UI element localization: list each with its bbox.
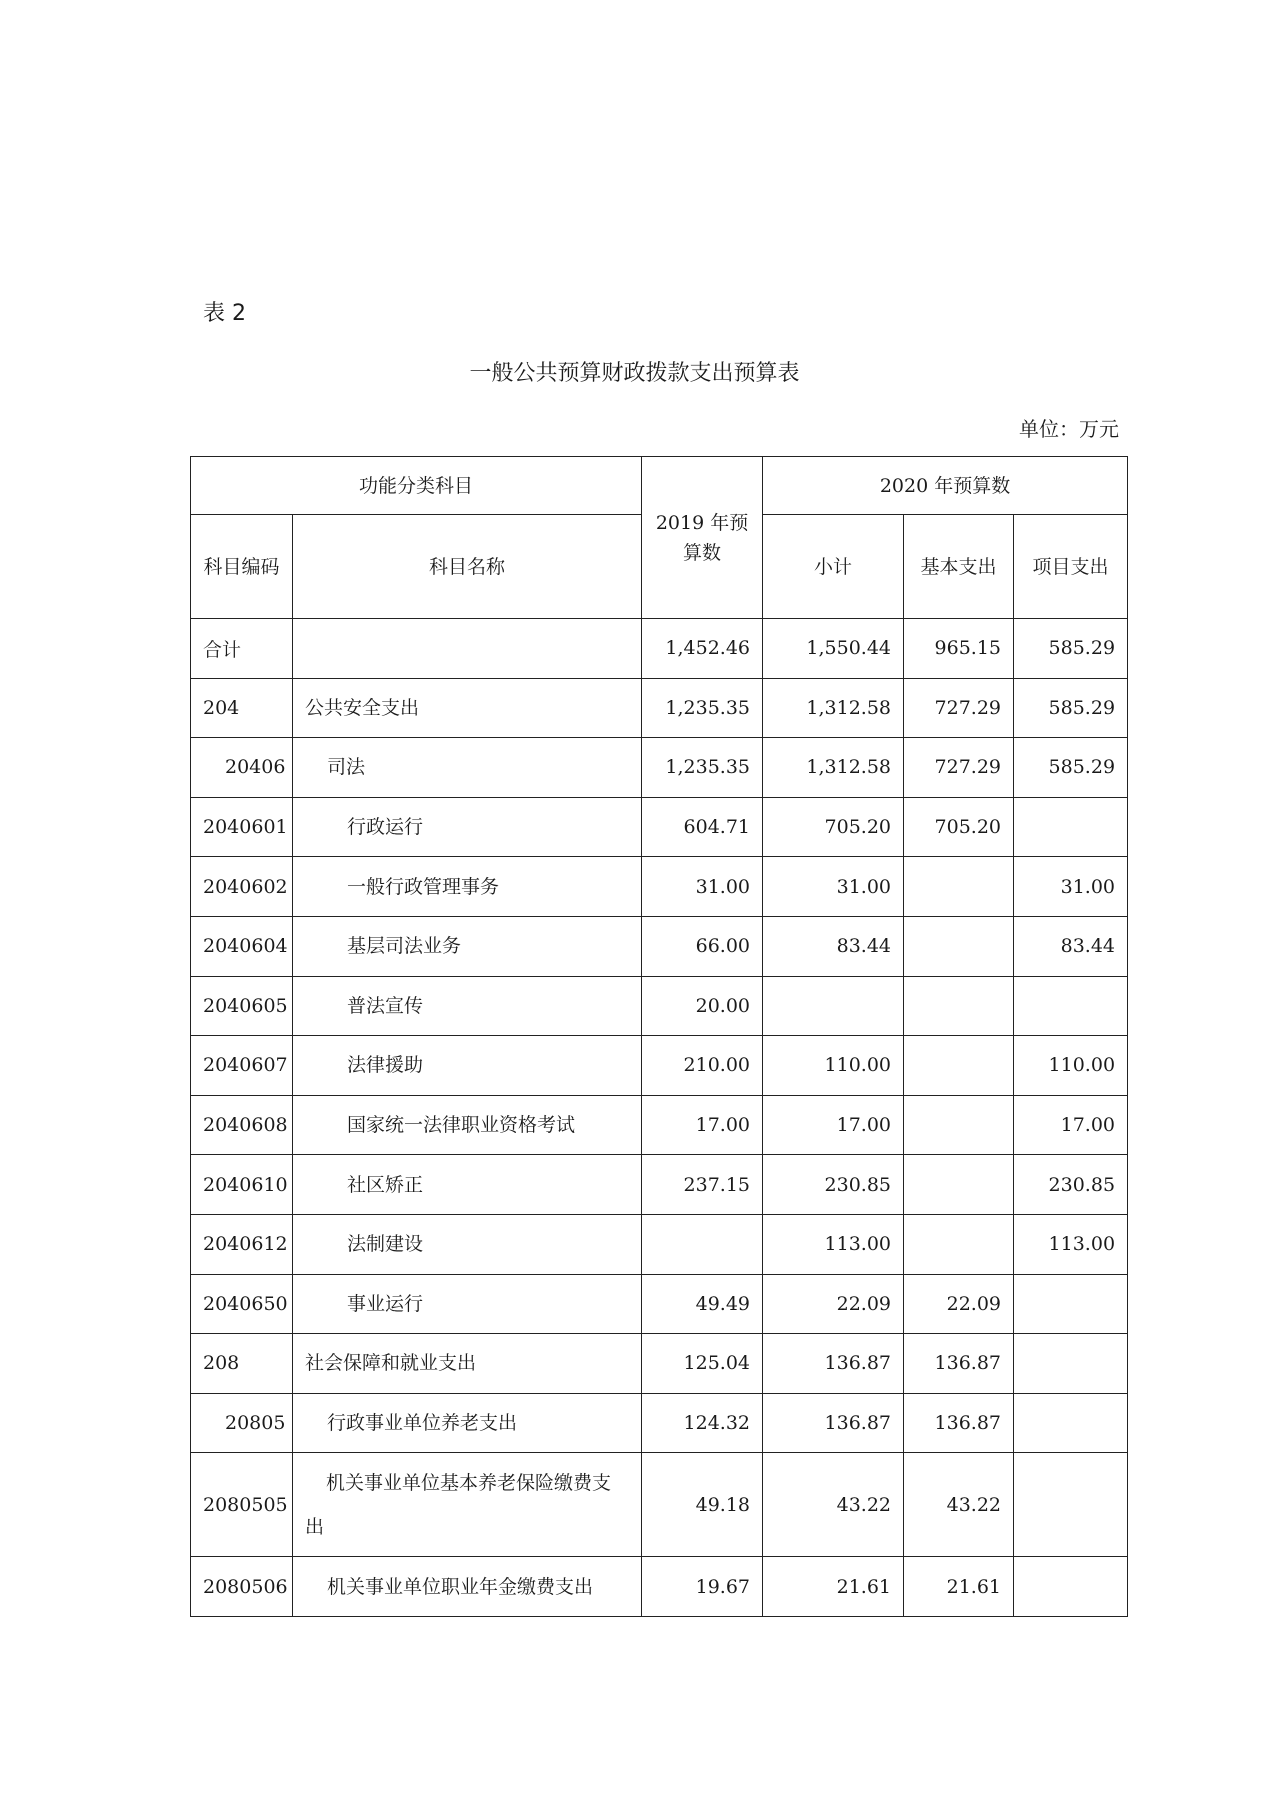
row-project: 113.00 [1014,1214,1128,1274]
row-subtotal: 136.87 [763,1334,904,1394]
header-subject-name: 科目名称 [293,515,642,619]
row-code: 2040607 [191,1036,293,1096]
row-code: 20805 [191,1393,293,1453]
row-name: 机关事业单位基本养老保险缴费支出 [293,1453,642,1557]
row-subtotal: 1,312.58 [763,678,904,738]
row-code: 208 [191,1334,293,1394]
row-project [1014,797,1128,857]
row-project [1014,1274,1128,1334]
row-code: 2080506 [191,1557,293,1617]
row-subtotal: 230.85 [763,1155,904,1215]
row-code: 2040610 [191,1155,293,1215]
row-subtotal: 110.00 [763,1036,904,1096]
page-title: 一般公共预算财政拨款支出预算表 [469,361,800,386]
row-basic: 43.22 [904,1453,1014,1557]
row-code: 2040605 [191,976,293,1036]
row-basic [904,1214,1014,1274]
row-2019-budget: 1,452.46 [642,619,763,679]
row-code: 2040650 [191,1274,293,1334]
row-2019-budget: 66.00 [642,916,763,976]
row-code: 2040601 [191,797,293,857]
row-code: 2040604 [191,916,293,976]
row-2019-budget: 237.15 [642,1155,763,1215]
row-subtotal: 17.00 [763,1095,904,1155]
row-code: 合计 [191,619,293,679]
row-basic: 705.20 [904,797,1014,857]
row-project: 110.00 [1014,1036,1128,1096]
row-subtotal: 83.44 [763,916,904,976]
table-row [191,976,1128,1036]
table-number-label: 表 2 [203,301,246,326]
budget-table [190,456,1128,1617]
row-name: 基层司法业务 [293,916,642,976]
table-row [191,1036,1128,1096]
row-subtotal: 136.87 [763,1393,904,1453]
header-project-expenditure: 项目支出 [1014,515,1128,619]
row-name: 事业运行 [293,1274,642,1334]
table-row [191,1095,1128,1155]
row-subtotal [763,976,904,1036]
row-project: 17.00 [1014,1095,1128,1155]
table-row [191,1393,1128,1453]
row-basic: 965.15 [904,619,1014,679]
row-code: 20406 [191,738,293,798]
row-project: 585.29 [1014,678,1128,738]
row-name: 法制建设 [293,1214,642,1274]
row-basic [904,916,1014,976]
table-row [191,678,1128,738]
row-subtotal: 22.09 [763,1274,904,1334]
row-2019-budget: 125.04 [642,1334,763,1394]
row-name: 法律援助 [293,1036,642,1096]
row-2019-budget: 20.00 [642,976,763,1036]
row-project [1014,1453,1128,1557]
row-project: 230.85 [1014,1155,1128,1215]
row-2019-budget: 210.00 [642,1036,763,1096]
row-subtotal: 1,550.44 [763,619,904,679]
row-subtotal: 705.20 [763,797,904,857]
row-code: 2040602 [191,857,293,917]
header-subtotal: 小计 [763,515,904,619]
row-subtotal: 21.61 [763,1557,904,1617]
row-basic: 22.09 [904,1274,1014,1334]
row-code: 2080505 [191,1453,293,1557]
header-basic-expenditure: 基本支出 [904,515,1014,619]
row-project: 31.00 [1014,857,1128,917]
table-row [191,857,1128,917]
row-name: 司法 [293,738,642,798]
unit-label: 单位：万元 [1019,417,1119,441]
header-subject-code: 科目编码 [191,515,293,619]
row-name: 国家统一法律职业资格考试 [293,1095,642,1155]
row-2019-budget: 124.32 [642,1393,763,1453]
table-row [191,1453,1128,1557]
table-row [191,797,1128,857]
table-header [191,457,1128,619]
row-project [1014,976,1128,1036]
row-basic [904,1095,1014,1155]
header-2019-budget: 2019 年预算数 [642,457,763,619]
table-body [191,619,1128,1617]
row-name: 社区矫正 [293,1155,642,1215]
row-code: 204 [191,678,293,738]
row-basic: 727.29 [904,678,1014,738]
table-row [191,1334,1128,1394]
row-2019-budget [642,1214,763,1274]
row-name [293,619,642,679]
table-row [191,916,1128,976]
row-project [1014,1557,1128,1617]
row-2019-budget: 31.00 [642,857,763,917]
row-project [1014,1393,1128,1453]
row-code: 2040612 [191,1214,293,1274]
table-row [191,738,1128,798]
header-2020-budget: 2020 年预算数 [763,457,1128,515]
table-row [191,1557,1128,1617]
table-row [191,1155,1128,1215]
row-subtotal: 31.00 [763,857,904,917]
row-name: 普法宣传 [293,976,642,1036]
row-basic: 727.29 [904,738,1014,798]
row-basic: 21.61 [904,1557,1014,1617]
row-2019-budget: 604.71 [642,797,763,857]
row-basic: 136.87 [904,1393,1014,1453]
row-basic [904,1036,1014,1096]
row-2019-budget: 1,235.35 [642,678,763,738]
row-2019-budget: 17.00 [642,1095,763,1155]
row-name: 机关事业单位职业年金缴费支出 [293,1557,642,1617]
table-row [191,619,1128,679]
table-row [191,1214,1128,1274]
row-name: 社会保障和就业支出 [293,1334,642,1394]
row-basic [904,1155,1014,1215]
row-2019-budget: 19.67 [642,1557,763,1617]
row-subtotal: 1,312.58 [763,738,904,798]
row-subtotal: 113.00 [763,1214,904,1274]
row-basic [904,976,1014,1036]
header-functional-classification: 功能分类科目 [191,457,642,515]
row-name: 行政运行 [293,797,642,857]
row-project [1014,1334,1128,1394]
row-name: 一般行政管理事务 [293,857,642,917]
table-row [191,1274,1128,1334]
row-code: 2040608 [191,1095,293,1155]
row-basic [904,857,1014,917]
row-project: 83.44 [1014,916,1128,976]
row-project: 585.29 [1014,738,1128,798]
row-name: 公共安全支出 [293,678,642,738]
row-2019-budget: 49.49 [642,1274,763,1334]
row-2019-budget: 49.18 [642,1453,763,1557]
row-basic: 136.87 [904,1334,1014,1394]
row-project: 585.29 [1014,619,1128,679]
row-subtotal: 43.22 [763,1453,904,1557]
row-2019-budget: 1,235.35 [642,738,763,798]
row-name: 行政事业单位养老支出 [293,1393,642,1453]
